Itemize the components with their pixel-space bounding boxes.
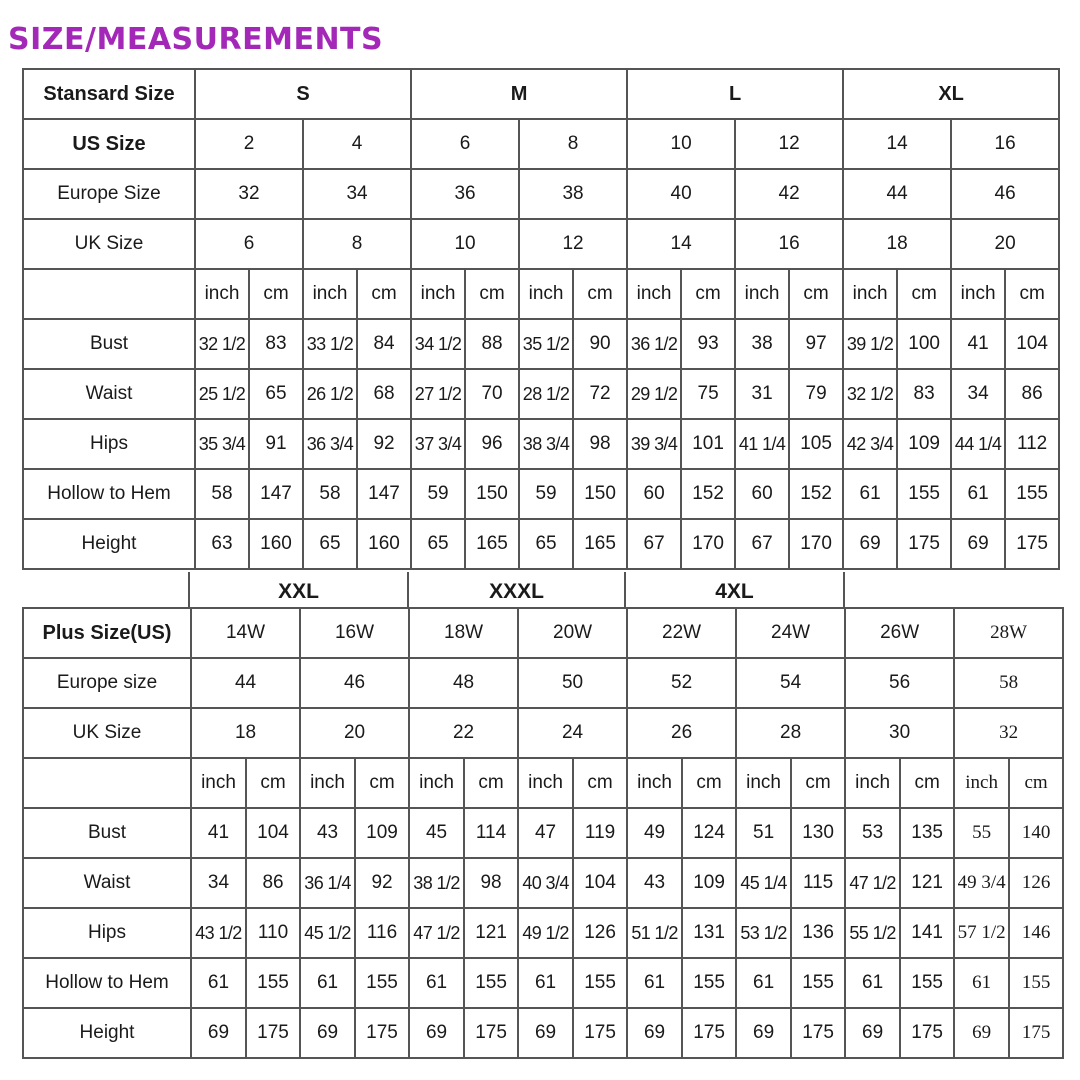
measurement-value: 34 1/2 [411,319,465,369]
measurement-value: 155 [900,958,954,1008]
measurement-value: 110 [246,908,300,958]
plus-measurement-row [23,808,1063,858]
us-size-row [23,119,1059,169]
measurement-value: 101 [681,419,735,469]
plus-measurement-row [23,1008,1063,1058]
measurement-value: 124 [682,808,736,858]
measurement-value: 49 1/2 [518,908,573,958]
measurement-value: 165 [573,519,627,569]
measurement-value: 84 [357,319,411,369]
us-size-value: 16 [951,119,1059,169]
measurement-value: 98 [573,419,627,469]
eu-size-value: 32 [195,169,303,219]
measurement-value: 28 1/2 [519,369,573,419]
measurement-value: 165 [465,519,519,569]
unit-inch: inch [300,758,355,808]
measurement-value: 32 1/2 [195,319,249,369]
measurement-value: 160 [249,519,303,569]
measurement-value: 65 [303,519,357,569]
plus-us-size-value: 24W [736,608,845,658]
plus-us-size-value: 20W [518,608,627,658]
plus-measurement-row [23,958,1063,1008]
unit-inch: inch [954,758,1009,808]
measurement-value: 155 [1005,469,1059,519]
measurement-value: 49 [627,808,682,858]
measurement-value: 155 [1009,958,1063,1008]
measurement-value: 170 [681,519,735,569]
measurement-value: 65 [249,369,303,419]
measurement-value: 100 [897,319,951,369]
measurement-value: 61 [300,958,355,1008]
measurement-value: 29 1/2 [627,369,681,419]
measurement-value: 35 1/2 [519,319,573,369]
measurement-value: 65 [519,519,573,569]
measurement-value: 39 3/4 [627,419,681,469]
measurement-value: 33 1/2 [303,319,357,369]
plus-eu-size-value: 50 [518,658,627,708]
measurement-value: 42 3/4 [843,419,897,469]
measurement-value: 121 [900,858,954,908]
measurement-value: 61 [951,469,1005,519]
measurement-value: 61 [843,469,897,519]
measurement-value: 63 [195,519,249,569]
measurement-row [23,469,1059,519]
us-size-value: 14 [843,119,951,169]
unit-cm: cm [465,269,519,319]
measurement-value: 36 1/4 [300,858,355,908]
measurement-value: 130 [791,808,845,858]
uk-size-label: UK Size [23,219,195,269]
measurement-value: 69 [951,519,1005,569]
measurement-value: 43 [300,808,355,858]
measurement-value: 58 [303,469,357,519]
measurement-label: Hollow to Hem [23,958,191,1008]
measurement-value: 38 1/2 [409,858,464,908]
unit-inch: inch [303,269,357,319]
measurement-value: 34 [191,858,246,908]
measurement-row [23,419,1059,469]
measurement-value: 170 [789,519,843,569]
unit-cm: cm [897,269,951,319]
measurement-value: 155 [464,958,518,1008]
measurement-value: 126 [573,908,627,958]
measurement-value: 104 [246,808,300,858]
measurement-value: 75 [681,369,735,419]
unit-cm: cm [464,758,518,808]
measurement-value: 26 1/2 [303,369,357,419]
measurement-value: 140 [1009,808,1063,858]
plus-eu-size-value: 46 [300,658,409,708]
measurement-value: 121 [464,908,518,958]
measurement-value: 92 [355,858,409,908]
size-group-s: S [195,69,411,119]
plus-uk-size-row [23,708,1063,758]
measurement-value: 175 [1005,519,1059,569]
plus-size-label: Plus Size(US) [23,608,191,658]
measurement-value: 45 [409,808,464,858]
plus-us-size-value: 28W [954,608,1063,658]
eu-size-value: 38 [519,169,627,219]
measurement-value: 69 [518,1008,573,1058]
us-size-value: 12 [735,119,843,169]
measurement-value: 59 [519,469,573,519]
measurement-value: 86 [1005,369,1059,419]
measurement-value: 83 [897,369,951,419]
measurement-value: 112 [1005,419,1059,469]
plus-unit-row-label [23,758,191,808]
measurement-value: 61 [191,958,246,1008]
measurement-value: 92 [357,419,411,469]
uk-size-value: 20 [951,219,1059,269]
plus-uk-size-value: 30 [845,708,954,758]
measurement-value: 59 [411,469,465,519]
measurement-value: 72 [573,369,627,419]
uk-size-value: 8 [303,219,411,269]
measurement-value: 150 [465,469,519,519]
measurement-value: 69 [845,1008,900,1058]
unit-inch: inch [191,758,246,808]
measurement-label: Hips [23,419,195,469]
measurement-value: 147 [249,469,303,519]
plus-us-size-value: 22W [627,608,736,658]
unit-inch: inch [518,758,573,808]
measurement-value: 38 3/4 [519,419,573,469]
measurement-value: 175 [897,519,951,569]
measurement-value: 97 [789,319,843,369]
plus-measurement-row [23,858,1063,908]
measurement-value: 41 [951,319,1005,369]
measurement-value: 39 1/2 [843,319,897,369]
measurement-value: 90 [573,319,627,369]
measurement-value: 147 [357,469,411,519]
measurement-value: 115 [791,858,845,908]
measurement-value: 152 [681,469,735,519]
us-size-value: 10 [627,119,735,169]
measurement-value: 96 [465,419,519,469]
plus-us-size-row [23,608,1063,658]
measurement-value: 136 [791,908,845,958]
measurement-value: 45 1/2 [300,908,355,958]
plus-uk-size-value: 24 [518,708,627,758]
measurement-label: Height [23,519,195,569]
measurement-value: 104 [573,858,627,908]
size-group-row [23,69,1059,119]
measurement-value: 98 [464,858,518,908]
unit-cm: cm [789,269,843,319]
unit-row [23,269,1059,319]
unit-inch: inch [627,758,682,808]
unit-cm: cm [682,758,736,808]
measurement-value: 35 3/4 [195,419,249,469]
measurement-value: 55 [954,808,1009,858]
standard-size-label: Stansard Size [23,69,195,119]
measurement-label: Height [23,1008,191,1058]
measurement-value: 116 [355,908,409,958]
uk-size-row [23,219,1059,269]
measurement-value: 88 [465,319,519,369]
us-size-value: 6 [411,119,519,169]
unit-inch: inch [736,758,791,808]
eu-size-value: 42 [735,169,843,219]
measurement-value: 135 [900,808,954,858]
measurement-value: 104 [1005,319,1059,369]
measurement-value: 58 [195,469,249,519]
measurement-value: 61 [627,958,682,1008]
us-size-value: 4 [303,119,411,169]
measurement-value: 69 [300,1008,355,1058]
unit-cm: cm [246,758,300,808]
measurement-value: 69 [191,1008,246,1058]
measurement-label: Hollow to Hem [23,469,195,519]
measurement-value: 57 1/2 [954,908,1009,958]
measurement-value: 175 [355,1008,409,1058]
measurement-value: 41 [191,808,246,858]
measurement-label: Waist [23,858,191,908]
plus-measurement-row [23,908,1063,958]
measurement-value: 70 [465,369,519,419]
eu-size-value: 40 [627,169,735,219]
band-label-4xl: 4XL [715,580,754,603]
measurement-value: 109 [682,858,736,908]
measurement-value: 175 [791,1008,845,1058]
plus-uk-size-label: UK Size [23,708,191,758]
band-divider [843,572,845,608]
measurement-value: 155 [355,958,409,1008]
standard-size-table [22,68,1060,570]
plus-uk-size-value: 22 [409,708,518,758]
unit-cm: cm [355,758,409,808]
measurement-label: Bust [23,319,195,369]
eu-size-value: 34 [303,169,411,219]
measurement-value: 67 [735,519,789,569]
unit-cm: cm [249,269,303,319]
measurement-label: Bust [23,808,191,858]
measurement-value: 61 [518,958,573,1008]
measurement-value: 131 [682,908,736,958]
plus-eu-size-value: 44 [191,658,300,708]
measurement-value: 175 [1009,1008,1063,1058]
measurement-value: 43 1/2 [191,908,246,958]
measurement-value: 27 1/2 [411,369,465,419]
plus-eu-size-row [23,658,1063,708]
measurement-value: 32 1/2 [843,369,897,419]
unit-inch: inch [951,269,1005,319]
measurement-label: Waist [23,369,195,419]
unit-row-label [23,269,195,319]
measurement-value: 51 [736,808,791,858]
measurement-value: 61 [845,958,900,1008]
unit-inch: inch [735,269,789,319]
measurement-value: 40 3/4 [518,858,573,908]
measurement-value: 53 [845,808,900,858]
plus-uk-size-value: 26 [627,708,736,758]
eu-size-value: 46 [951,169,1059,219]
measurement-row [23,519,1059,569]
measurement-value: 175 [900,1008,954,1058]
unit-cm: cm [1005,269,1059,319]
plus-us-size-value: 26W [845,608,954,658]
unit-cm: cm [1009,758,1063,808]
measurement-value: 109 [355,808,409,858]
measurement-value: 83 [249,319,303,369]
measurement-value: 61 [736,958,791,1008]
measurement-label: Hips [23,908,191,958]
measurement-value: 60 [735,469,789,519]
measurement-value: 175 [573,1008,627,1058]
eu-size-row [23,169,1059,219]
measurement-value: 41 1/4 [735,419,789,469]
measurement-value: 155 [791,958,845,1008]
band-label-xxxl: XXXL [489,580,544,603]
eu-size-label: Europe Size [23,169,195,219]
unit-inch: inch [195,269,249,319]
plus-eu-size-value: 56 [845,658,954,708]
measurement-value: 155 [573,958,627,1008]
measurement-value: 69 [954,1008,1009,1058]
us-size-value: 8 [519,119,627,169]
measurement-value: 34 [951,369,1005,419]
measurement-value: 47 1/2 [845,858,900,908]
measurement-value: 60 [627,469,681,519]
measurement-value: 61 [409,958,464,1008]
unit-inch: inch [519,269,573,319]
measurement-value: 69 [409,1008,464,1058]
plus-unit-row [23,758,1063,808]
measurement-value: 119 [573,808,627,858]
measurement-value: 65 [411,519,465,569]
plus-eu-size-label: Europe size [23,658,191,708]
unit-cm: cm [357,269,411,319]
unit-cm: cm [573,758,627,808]
plus-us-size-value: 18W [409,608,518,658]
measurement-value: 152 [789,469,843,519]
measurement-value: 155 [682,958,736,1008]
measurement-value: 146 [1009,908,1063,958]
unit-cm: cm [900,758,954,808]
measurement-value: 44 1/4 [951,419,1005,469]
measurement-value: 31 [735,369,789,419]
uk-size-value: 14 [627,219,735,269]
measurement-value: 160 [357,519,411,569]
measurement-value: 36 3/4 [303,419,357,469]
measurement-value: 155 [246,958,300,1008]
measurement-value: 53 1/2 [736,908,791,958]
size-group-m: M [411,69,627,119]
eu-size-value: 36 [411,169,519,219]
measurement-value: 105 [789,419,843,469]
measurement-value: 175 [246,1008,300,1058]
measurement-value: 61 [954,958,1009,1008]
measurement-row [23,369,1059,419]
uk-size-value: 10 [411,219,519,269]
measurement-value: 55 1/2 [845,908,900,958]
plus-uk-size-value: 28 [736,708,845,758]
size-group-l: L [627,69,843,119]
measurement-value: 141 [900,908,954,958]
plus-us-size-value: 14W [191,608,300,658]
plus-eu-size-value: 58 [954,658,1063,708]
measurement-value: 175 [682,1008,736,1058]
measurement-value: 79 [789,369,843,419]
measurement-value: 109 [897,419,951,469]
measurement-value: 38 [735,319,789,369]
measurement-value: 36 1/2 [627,319,681,369]
measurement-row [23,319,1059,369]
band-label-xxl: XXL [278,580,319,603]
unit-cm: cm [681,269,735,319]
measurement-value: 69 [736,1008,791,1058]
measurement-value: 47 1/2 [409,908,464,958]
measurement-value: 69 [843,519,897,569]
eu-size-value: 44 [843,169,951,219]
measurement-value: 25 1/2 [195,369,249,419]
measurement-value: 43 [627,858,682,908]
measurement-value: 155 [897,469,951,519]
plus-size-table [22,607,1064,1059]
unit-inch: inch [845,758,900,808]
unit-inch: inch [627,269,681,319]
us-size-label: US Size [23,119,195,169]
measurement-value: 69 [627,1008,682,1058]
measurement-value: 67 [627,519,681,569]
uk-size-value: 6 [195,219,303,269]
plus-us-size-value: 16W [300,608,409,658]
measurement-value: 93 [681,319,735,369]
plus-eu-size-value: 52 [627,658,736,708]
unit-cm: cm [791,758,845,808]
uk-size-value: 16 [735,219,843,269]
measurement-value: 45 1/4 [736,858,791,908]
measurement-value: 47 [518,808,573,858]
uk-size-value: 12 [519,219,627,269]
measurement-value: 49 3/4 [954,858,1009,908]
size-group-xl: XL [843,69,1059,119]
unit-inch: inch [411,269,465,319]
us-size-value: 2 [195,119,303,169]
uk-size-value: 18 [843,219,951,269]
measurement-value: 114 [464,808,518,858]
measurement-value: 68 [357,369,411,419]
plus-eu-size-value: 48 [409,658,518,708]
unit-inch: inch [409,758,464,808]
plus-uk-size-value: 20 [300,708,409,758]
measurement-value: 86 [246,858,300,908]
unit-inch: inch [843,269,897,319]
measurement-value: 175 [464,1008,518,1058]
measurement-value: 91 [249,419,303,469]
measurement-value: 150 [573,469,627,519]
plus-uk-size-value: 32 [954,708,1063,758]
measurement-value: 126 [1009,858,1063,908]
unit-cm: cm [573,269,627,319]
measurement-value: 51 1/2 [627,908,682,958]
plus-eu-size-value: 54 [736,658,845,708]
measurement-value: 37 3/4 [411,419,465,469]
page-title: SIZE/MEASUREMENTS [8,22,384,57]
plus-uk-size-value: 18 [191,708,300,758]
